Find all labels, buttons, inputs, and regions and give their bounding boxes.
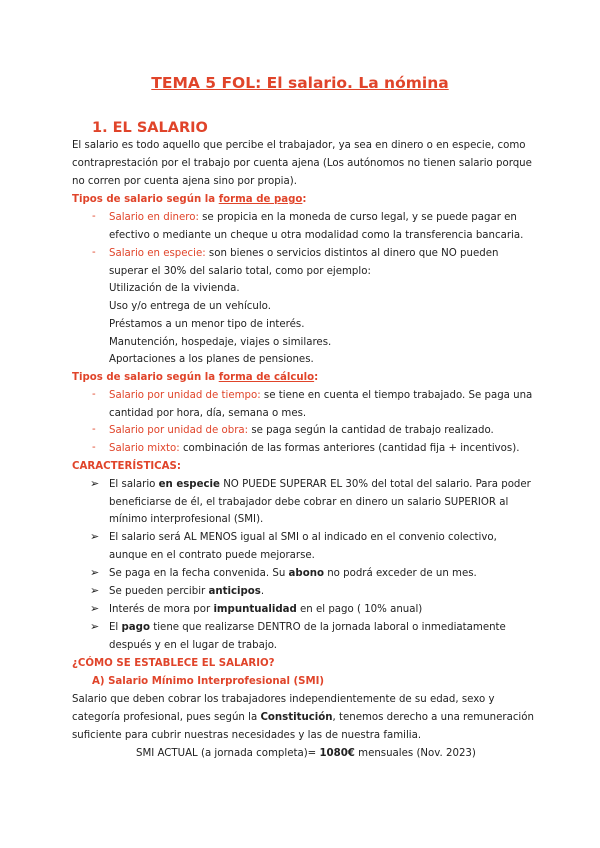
intro-line-1: El salario es todo aquello que percibe el trabajador, ya sea en dinero o en especie, como: [72, 140, 526, 151]
como-heading: ¿CÓMO SE ESTABLECE EL SALARIO?: [72, 658, 275, 669]
caract-5: Interés de mora por impuntualidad en el pago ( 10% anual): [109, 604, 423, 615]
dash-marker: -: [92, 442, 96, 453]
caract-2-cont: aunque en el contrato puede mejorarse.: [109, 550, 315, 561]
calculo-heading: Tipos de salario según la forma de cálculo:: [72, 372, 319, 383]
list-item-especie: Salario en especie: son bienes o servicios distintos al dinero que NO pueden: [109, 248, 499, 259]
section-heading: 1. EL SALARIO: [92, 120, 208, 136]
intro-line-2: contraprestación por el trabajo por cuenta ajena (Los autónomos no tienen salario porque: [72, 158, 532, 169]
arrow-bullet-icon: ➢: [90, 530, 100, 543]
page-title: TEMA 5 FOL: El salario. La nómina: [151, 74, 449, 92]
list-item-obra: Salario por unidad de obra: se paga según la cantidad de trabajo realizado.: [109, 425, 494, 436]
smi-line-1: Salario que deben cobrar los trabajadores independientemente de su edad, sexo y: [72, 694, 495, 705]
arrow-bullet-icon: ➢: [90, 602, 100, 615]
arrow-bullet-icon: ➢: [90, 566, 100, 579]
especie-example: Manutención, hospedaje, viajes o similares.: [109, 337, 332, 348]
caract-1-cont: beneficiarse de él, el trabajador debe cobrar en dinero un salario SUPERIOR al: [109, 497, 509, 508]
dash-marker: -: [92, 389, 96, 400]
arrow-bullet-icon: ➢: [90, 584, 100, 597]
caract-4: Se pueden percibir anticipos.: [109, 586, 265, 597]
caract-1-cont: mínimo interprofesional (SMI).: [109, 514, 264, 525]
list-item-especie-cont: superar el 30% del salario total, como por ejemplo:: [109, 266, 371, 277]
list-item-dinero: Salario en dinero: se propicia en la moneda de curso legal, y se puede pagar en: [109, 212, 517, 223]
list-item-tiempo-cont: cantidad por hora, día, semana o mes.: [109, 408, 307, 419]
arrow-bullet-icon: ➢: [90, 477, 100, 490]
intro-line-3: no corren por cuenta ajena sino por propia).: [72, 176, 297, 187]
caract-6: El pago tiene que realizarse DENTRO de la jornada laboral o inmediatamente: [109, 622, 506, 633]
smi-actual: SMI ACTUAL (a jornada completa)= 1080€ mensuales (Nov. 2023): [136, 748, 476, 759]
list-item-tiempo: Salario por unidad de tiempo: se tiene en cuenta el tiempo trabajado. Se paga una: [109, 390, 533, 401]
caract-2: El salario será AL MENOS igual al SMI o al indicado en el convenio colectivo,: [109, 532, 497, 543]
dash-marker: -: [92, 211, 96, 222]
arrow-bullet-icon: ➢: [90, 620, 100, 633]
caract-6-cont: después y en el lugar de trabajo.: [109, 640, 277, 651]
smi-line-2: categoría profesional, pues según la Constitución, tenemos derecho a una remuneración: [72, 712, 534, 723]
especie-example: Uso y/o entrega de un vehículo.: [109, 301, 271, 312]
caract-3: Se paga en la fecha convenida. Su abono no podrá exceder de un mes.: [109, 568, 477, 579]
dash-marker: -: [92, 424, 96, 435]
list-item-mixto: Salario mixto: combinación de las formas anteriores (cantidad fija + incentivos).: [109, 443, 520, 454]
especie-example: Aportaciones a los planes de pensiones.: [109, 354, 314, 365]
caracteristicas-heading: CARACTERÍSTICAS:: [72, 461, 181, 472]
caract-1: El salario en especie NO PUEDE SUPERAR EL 30% del total del salario. Para poder: [109, 479, 531, 490]
especie-example: Préstamos a un menor tipo de interés.: [109, 319, 305, 330]
dash-marker: -: [92, 247, 96, 258]
smi-line-3: suficiente para cubrir nuestras necesidades y las de nuestra familia.: [72, 730, 422, 741]
smi-heading: A) Salario Mínimo Interprofesional (SMI): [92, 676, 325, 687]
list-item-dinero-cont: efectivo o mediante un cheque u otra modalidad como la transferencia bancaria.: [109, 230, 524, 241]
especie-example: Utilización de la vivienda.: [109, 283, 240, 294]
pago-heading: Tipos de salario según la forma de pago:: [72, 194, 307, 205]
